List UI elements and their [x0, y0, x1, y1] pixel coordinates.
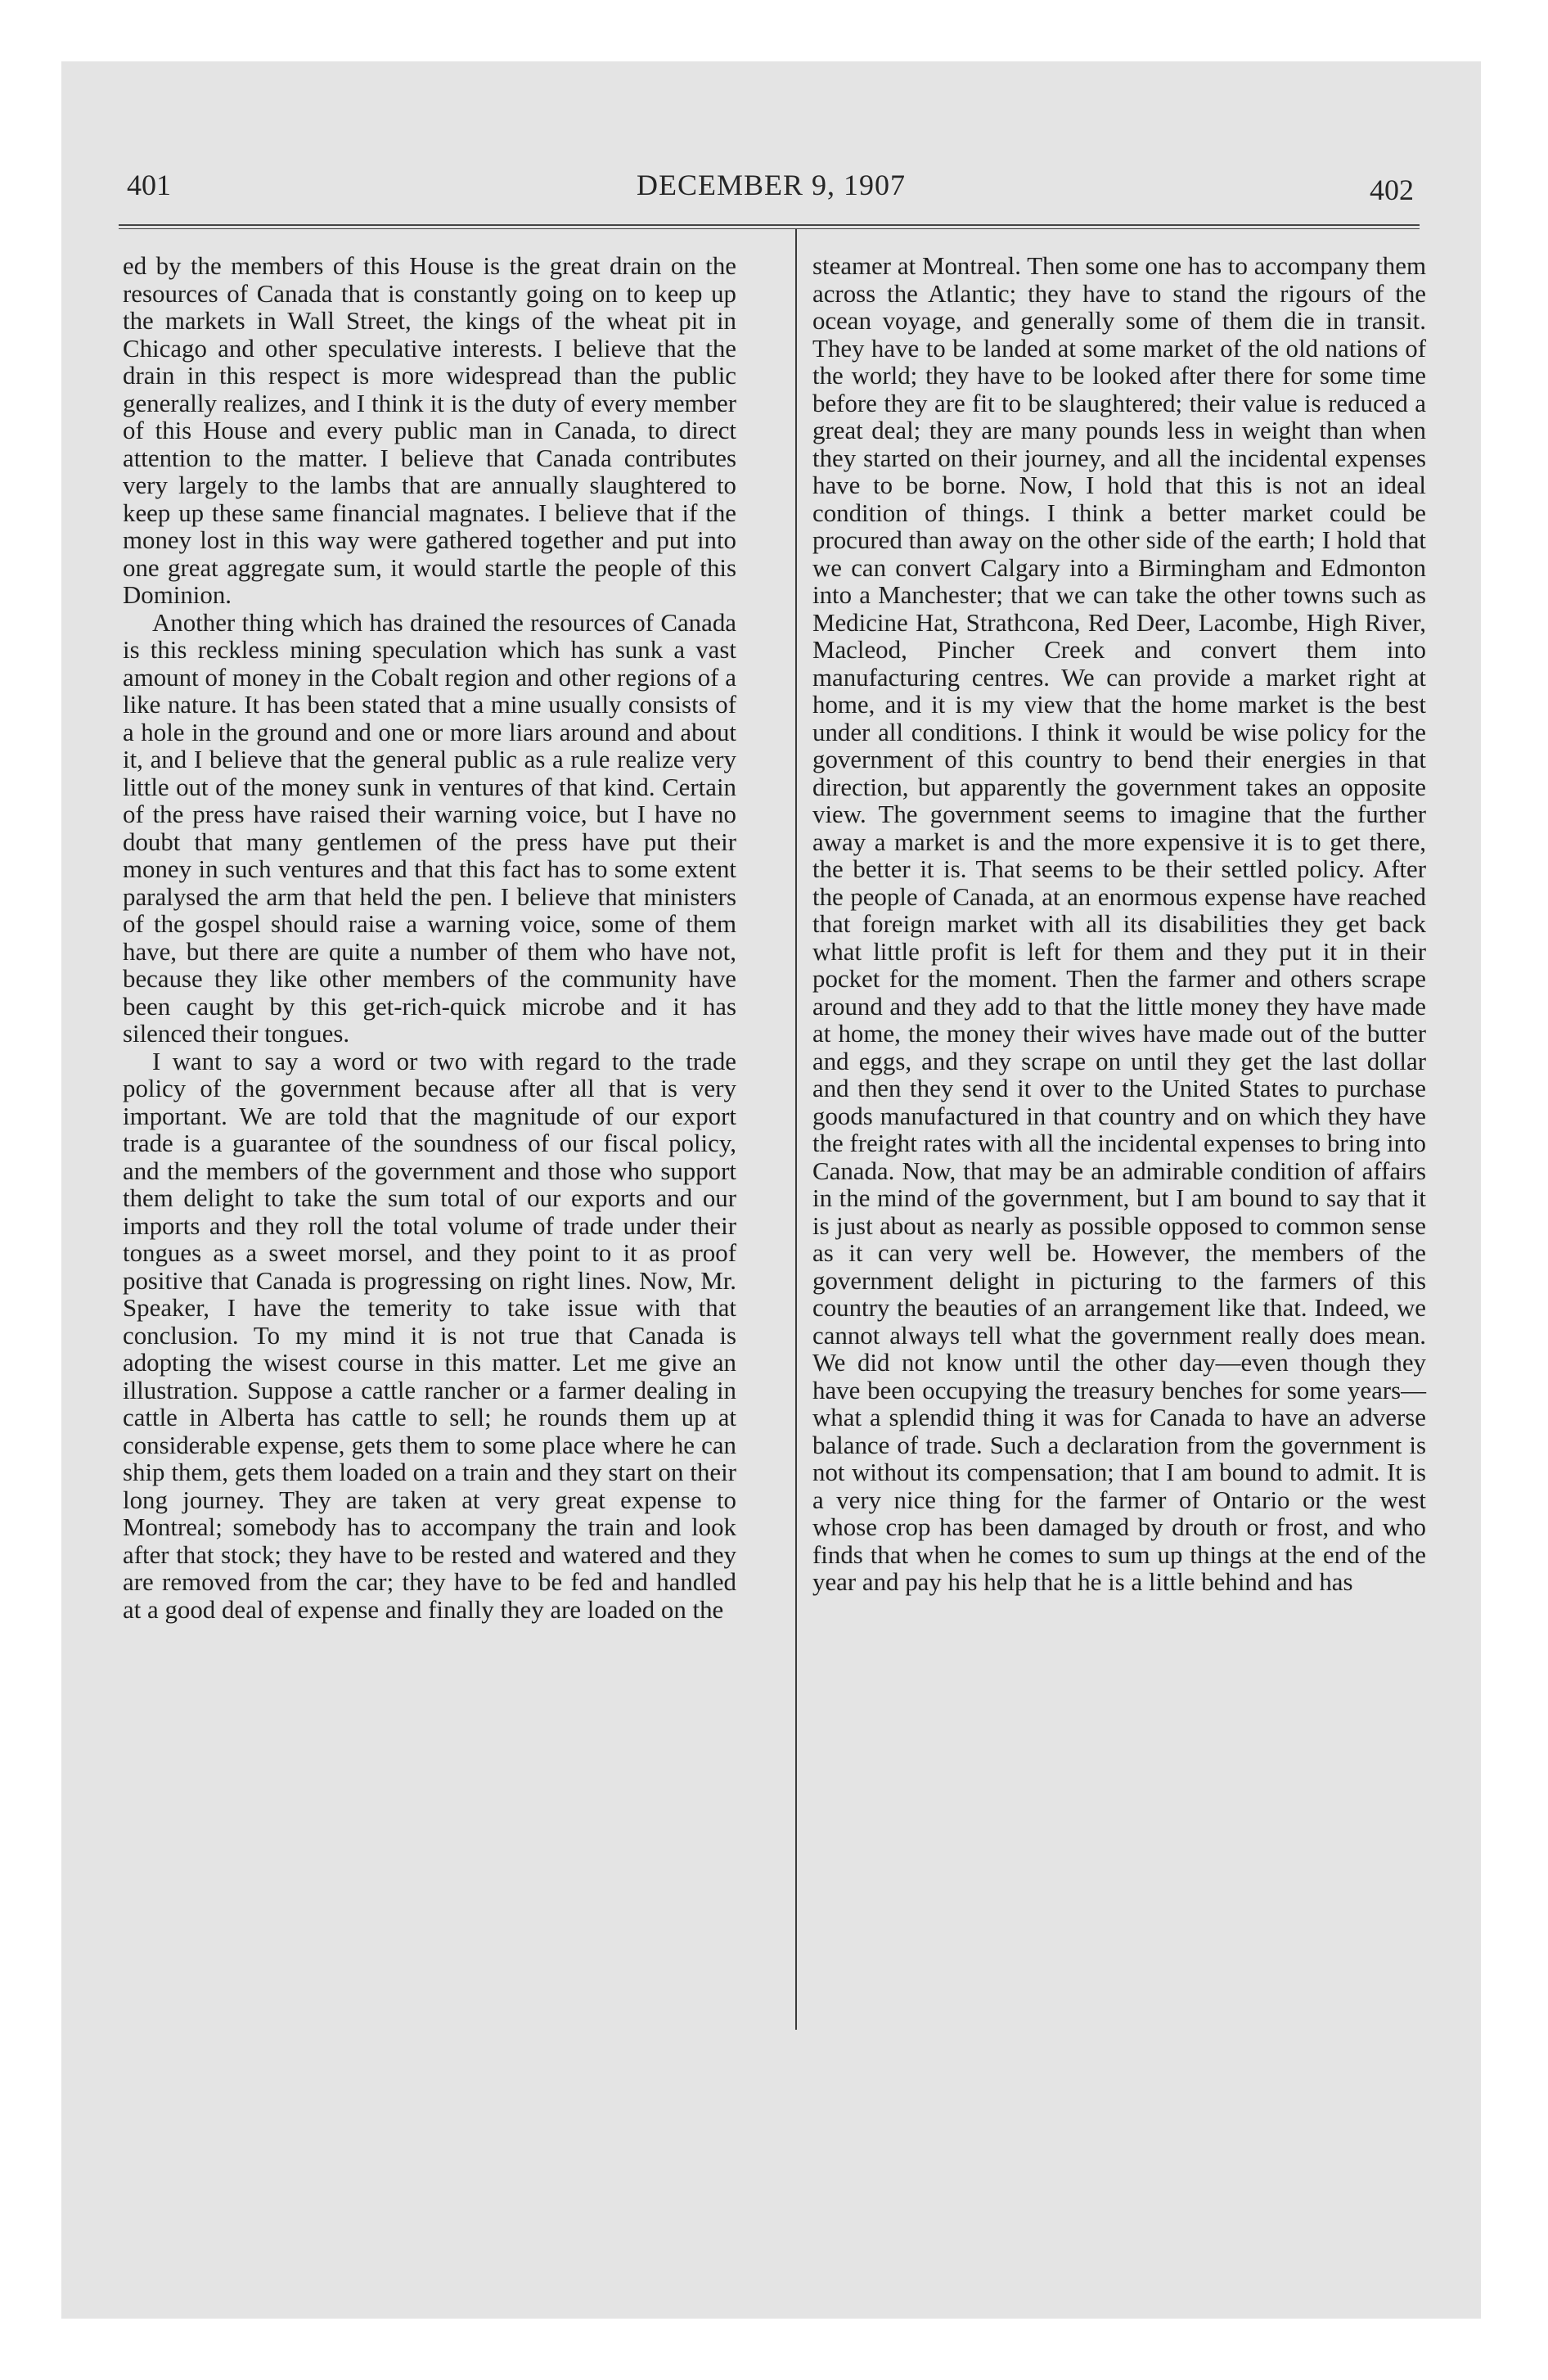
- right-paragraph: steamer at Montreal. Then some one has to accompany them across the Atlantic; they have to stand the rigours of the ocean voyage, and generally some of them die in transit. They have to be landed at some market of the old nations of the world; they have to be looked after there for some time before they are fit to be slaughtered; their value is reduced a great deal; they are many pounds less in weight than when they started on their journey, and all the incidental expenses have to be borne. Now, I hold that this is not an ideal condition of things. I think a better market could be procured than away on the other side of the earth; I hold that we can convert Calgary into a Birmingham and Edmonton into a Manchester; that we can take the other towns such as Medicine Hat, Strathcona, Red Deer, Lacombe, High River, Macleod, Pincher Creek and convert them into manufacturing centres. We can provide a market right at home, and it is my view that the home market is the best under all conditions. I think it would be wise policy for the government of this country to bend their energies in that direction, but apparently the government takes an opposite view. The government seems to imagine that the further away a market is and the more expensive it is to get there, the better it is. That seems to be their settled policy. After the people of Canada, at an enormous expense have reached that foreign market with all its disabilities they get back what little profit is left for them and they put it in their pocket for the moment. Then the farmer and others scrape around and they add to that the little money they have made at home, the money their wives have made out of the butter and eggs, and they scrape on until they get the last dollar and then they send it over to the United States to purchase goods manufactured in that country and on which they have the freight rates with all the incidental expenses to bring into Canada. Now, that may be an admirable condition of affairs in the mind of the government, but I am bound to say that it is just about as nearly as possible opposed to common sense as it can very well be. However, the members of the government delight in picturing to the farmers of this country the beauties of an arrangement like that. Indeed, we cannot always tell what the government really does mean. We did not know until the other day—even though they have been occupying the treasury benches for some years—what a splendid thing it was for Canada to have an adverse balance of trade. Such a declaration from the government is not without its compensation; that I am bound to admit. It is a very nice thing for the farmer of Ontario or the west whose crop has been damaged by drouth or frost, and who finds that when he comes to sum up things at the end of the year and pay his help that he is a little behind and has: [812, 251, 1426, 1596]
- right-column: [812, 252, 1426, 2216]
- header-rule: [119, 224, 1420, 229]
- page-header: [61, 168, 1481, 217]
- left-paragraph: I want to say a word or two with regard to the trade policy of the government because after all that is very important. We are told that the magnitude of our export trade is a guarantee of the soundness of our fiscal policy, and the members of the government and those who support them delight to take the sum total of our exports and our imports and they roll the total volume of trade under their tongues as a sweet morsel, and they point to it as proof positive that Canada is progressing on right lines. Now, Mr. Speaker, I have the temerity to take issue with that conclusion. To my mind it is not true that Canada is adopting the wisest course in this matter. Let me give an illustration. Suppose a cattle rancher or a farmer dealing in cattle in Alberta has cattle to sell; he rounds them up at considerable expense, gets them to some place where he can ship them, gets them loaded on a train and they start on their long journey. They are taken at very great expense to Montreal; somebody has to accompany the train and look after that stock; they have to be rested and watered and they are removed from the car; they have to be fed and handled at a good deal of expense and finally they are loaded on the: [123, 1046, 736, 1624]
- left-paragraph: Another thing which has drained the resources of Canada is this reckless mining speculation which has sunk a vast amount of money in the Cobalt region and other regions of a like nature. It has been stated that a mine usually consists of a hole in the ground and one or more liars around and about it, and I believe that the general public as a rule realize very little out of the money sunk in ventures of that kind. Certain of the press have raised their warning voice, but I have no doubt that many gentlemen of the press have put their money in such ventures and that this fact has to some extent paralysed the arm that held the pen. I believe that ministers of the gospel should raise a warning voice, some of them have, but there are quite a number of them who have not, because they like other members of the community have been caught by this get-rich-quick microbe and it has silenced their tongues.: [123, 607, 736, 1048]
- page-date-title: DECEMBER 9, 1907: [636, 169, 906, 201]
- page-number-left: 401: [127, 169, 171, 201]
- column-divider: [795, 229, 797, 2030]
- page-number-right: 402: [1370, 174, 1414, 206]
- scanned-page: [61, 61, 1481, 2319]
- left-paragraph: ed by the members of this House is the great drain on the resources of Canada that is constantly going on to keep up the markets in Wall Street, the kings of the wheat pit in Chicago and other speculative interests. I believe that the drain in this respect is more widespread than the public generally realizes, and I think it is the duty of every member of this House and every public man in Canada, to direct attention to the matter. I believe that Canada contributes very largely to the lambs that are annually slaughtered to keep up these same financial magnates. I believe that if the money lost in this way were gathered together and put into one great aggregate sum, it would startle the people of this Dominion.: [123, 251, 736, 609]
- left-column: [123, 252, 736, 2216]
